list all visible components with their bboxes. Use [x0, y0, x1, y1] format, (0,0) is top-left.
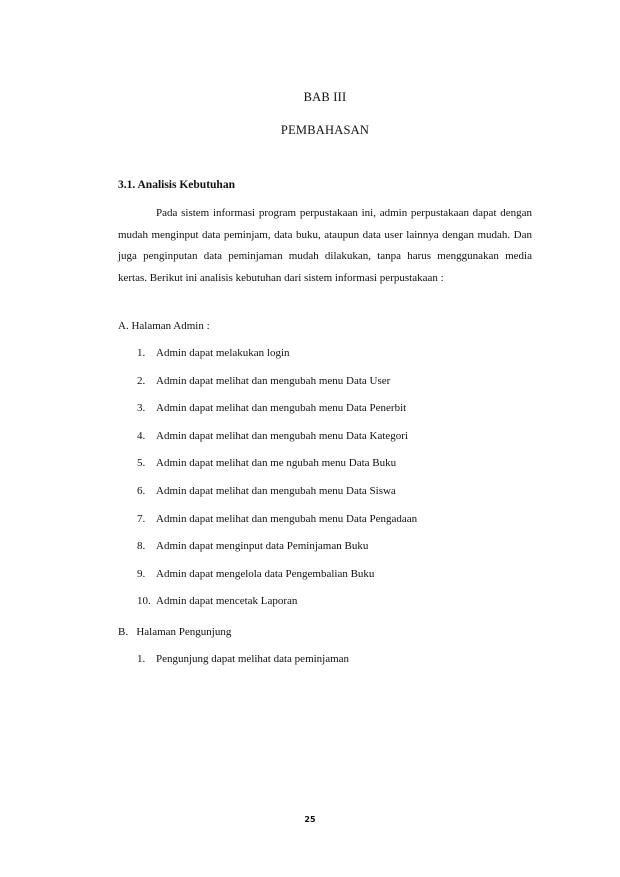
- item-text: Admin dapat melihat dan mengubah menu Data Siswa: [156, 484, 396, 497]
- chapter-number: BAB III: [303, 90, 347, 104]
- item-number: 5.: [137, 457, 146, 470]
- item-number: 7.: [137, 512, 146, 525]
- item-number: 1.: [137, 347, 146, 359]
- item-number: 3.: [137, 402, 146, 415]
- item-text: Admin dapat mencetak Laporan: [156, 595, 298, 608]
- item-number: 8.: [137, 540, 146, 553]
- item-text: Admin dapat melihat dan mengubah menu Data Kategori: [156, 429, 409, 442]
- visitor-page-heading: B. Halaman Pengunjung: [118, 626, 232, 638]
- chapter-title: PEMBAHASAN: [280, 123, 370, 137]
- item-text: Admin dapat melihat dan me ngubah menu Data Buku: [156, 457, 397, 470]
- item-number: 10.: [137, 595, 151, 608]
- item-text: Pengunjung dapat melihat data peminjaman: [156, 653, 350, 665]
- item-text: Admin dapat melihat dan mengubah menu Data User: [156, 374, 391, 387]
- item-text: Admin dapat melihat dan mengubah menu Data Penerbit: [156, 402, 407, 415]
- item-text: Admin dapat melihat dan mengubah menu Data Pengadaan: [156, 512, 418, 525]
- item-text: Admin dapat menginput data Peminjaman Buku: [156, 540, 369, 553]
- item-number: 9.: [137, 567, 146, 580]
- item-number: 1.: [137, 653, 146, 665]
- section-paragraph: Pada sistem informasi program perpustakaan ini, admin perpustakaan dapat dengan mudah menginput data peminjam, data buku, ataupun data user lainnya dengan mudah. Dan juga penginputan data peminjaman mudah dilakukan, tanpa harus menggunakan media kertas. Berikut ini analisis kebutuhan dari sistem informasi perpustakaan :: [118, 207, 532, 284]
- item-text: Admin dapat melakukan login: [156, 347, 290, 359]
- item-text: Admin dapat mengelola data Pengembalian Buku: [156, 567, 375, 580]
- section-heading: 3.1. Analisis Kebutuhan: [118, 179, 235, 191]
- item-number: 6.: [137, 484, 146, 497]
- item-number: 2.: [137, 374, 146, 387]
- page-number: 25: [304, 815, 316, 824]
- item-number: 4.: [137, 429, 146, 442]
- admin-page-heading: A. Halaman Admin :: [118, 320, 210, 332]
